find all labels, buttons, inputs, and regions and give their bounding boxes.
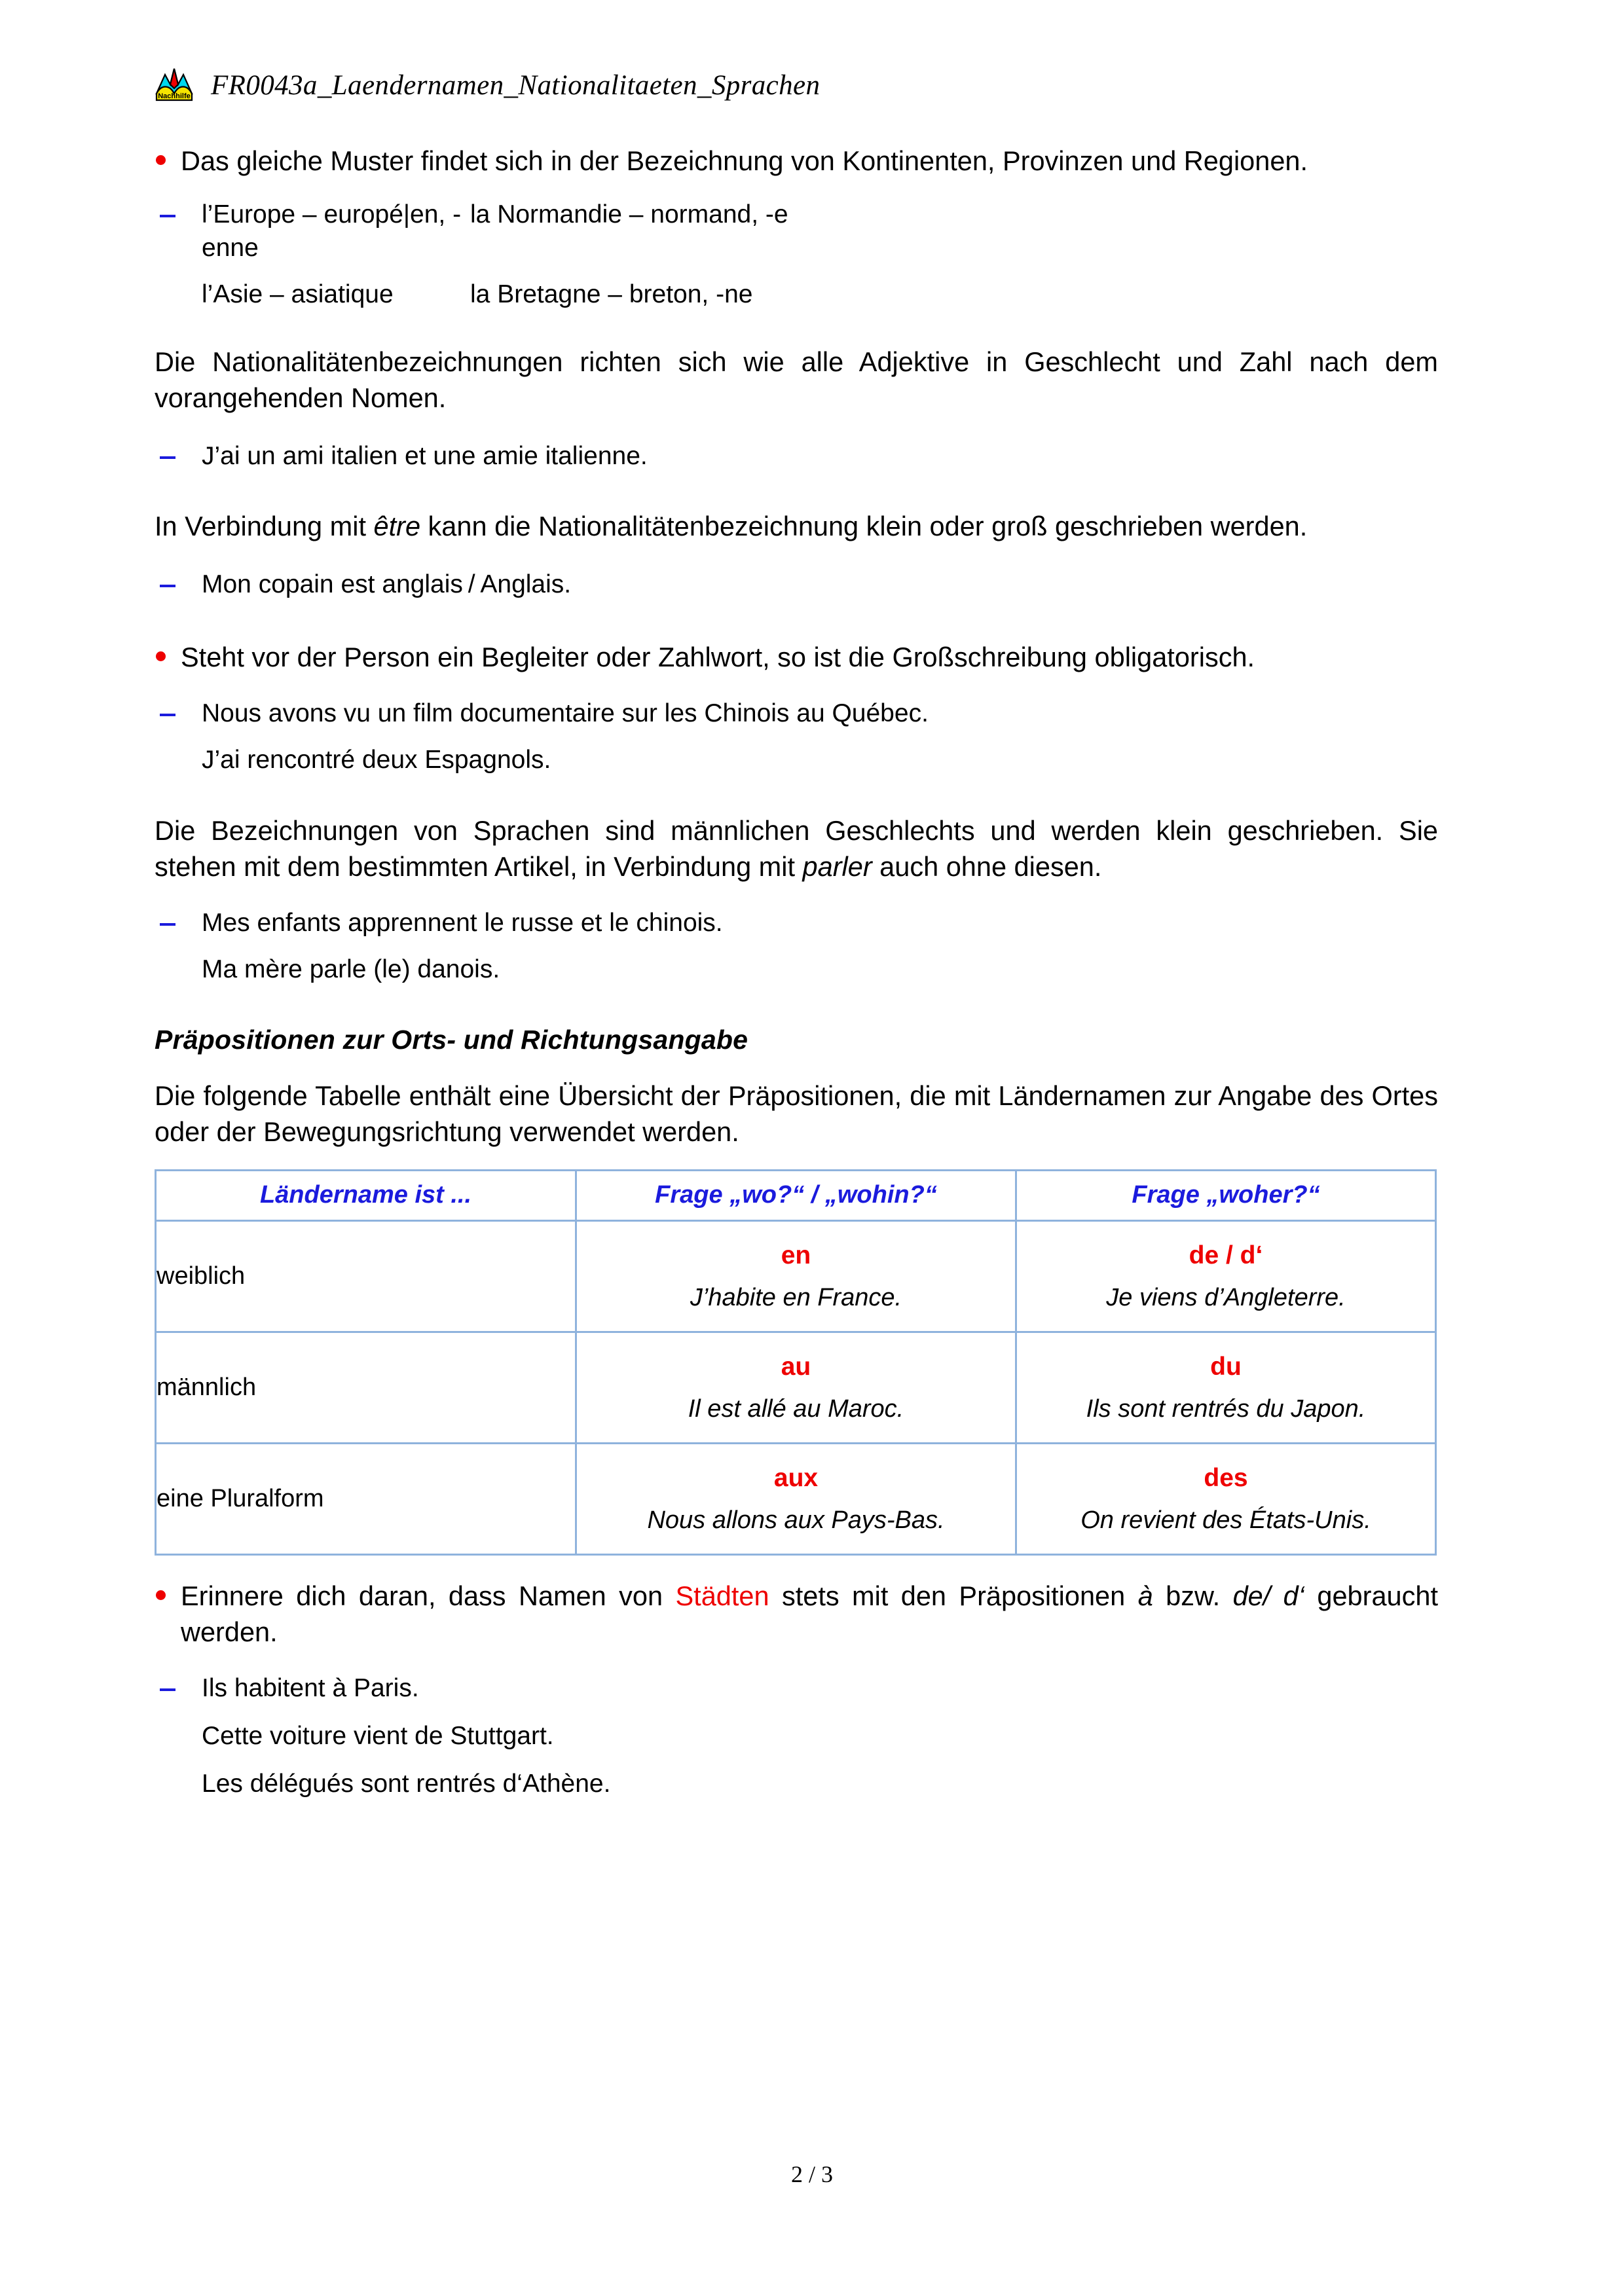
prepositions-table-wrapper — [155, 1169, 1438, 1556]
example-text: J’ai un ami italien et une amie italienne. — [202, 441, 648, 470]
row-label-pluralform: eine Pluralform — [156, 1443, 576, 1554]
cell-wo-maennlich — [576, 1332, 1016, 1443]
table-header-row — [156, 1170, 1436, 1220]
section-heading: Präpositionen zur Orts- und Richtungsangabe — [155, 1024, 748, 1055]
bullet-part: Erinnere dich daran, dass Namen von — [181, 1580, 676, 1611]
preposition-word: des — [1204, 1463, 1248, 1492]
preposition-word: en — [781, 1241, 811, 1269]
paragraph — [155, 812, 1438, 884]
example-sentence: J’habite en France. — [690, 1283, 902, 1311]
example-line: Cette voiture vient de Stuttgart. — [202, 1721, 554, 1750]
table-row — [156, 1220, 1436, 1332]
red-bullet-icon — [156, 1590, 166, 1600]
bullet-part: gebraucht werden. — [181, 1580, 1438, 1648]
blue-dash-icon — [160, 585, 175, 587]
example-line — [155, 1672, 1438, 1705]
red-bullet-icon — [156, 155, 166, 165]
document-header — [155, 62, 1471, 108]
paragraph-part: Die Bezeichnungen von Sprachen sind männlichen Geschlechts und werden klein geschrieben. Sie stehen mit dem bestimmten Artikel, in Verbindung mit — [155, 814, 1438, 882]
example-sentence: On revient des États-Unis. — [1080, 1506, 1371, 1534]
bullet-text: Steht vor der Person ein Begleiter oder Zahlwort, so ist die Großschreibung obligatorisch. — [181, 642, 1255, 673]
column-header-wo-wohin: Frage „wo?“ / „wohin?“ — [576, 1170, 1016, 1220]
paragraph-part: kann die Nationalitätenbezeichnung klein oder groß geschrieben werden. — [420, 511, 1308, 542]
preposition-word: aux — [773, 1463, 819, 1492]
example-line — [155, 568, 1438, 602]
mountain-logo-icon — [155, 66, 194, 104]
row-label-weiblich: weiblich — [156, 1220, 576, 1332]
example-text: Ils habitent à Paris. — [202, 1674, 419, 1703]
emphasis-etre: être — [373, 511, 421, 542]
paragraph-part: auch ohne diesen. — [872, 850, 1102, 882]
paragraph — [155, 508, 1438, 544]
blue-dash-icon — [160, 1688, 175, 1691]
example-sentence: Ils sont rentrés du Japon. — [1086, 1394, 1366, 1423]
cell-woher-pluralform — [1016, 1443, 1436, 1554]
column-header-woher: Frage „woher?“ — [1016, 1170, 1436, 1220]
preposition-word: du — [1210, 1352, 1242, 1381]
table-row — [156, 1443, 1436, 1554]
preposition-word: de / d‘ — [1189, 1241, 1263, 1269]
emphasis-de-d: de/ d‘ — [1232, 1580, 1304, 1611]
row-label-maennlich: männlich — [156, 1332, 576, 1443]
example-text: Mon copain est anglais / Anglais. — [202, 570, 572, 598]
page-footer — [0, 2160, 1624, 2188]
example-left: l’Asie – asiatique — [202, 280, 394, 308]
cell-wo-weiblich — [576, 1220, 1016, 1332]
cell-woher-weiblich — [1016, 1220, 1436, 1332]
page-number: 2 / 3 — [790, 2161, 833, 2187]
bullet-item — [155, 1578, 1438, 1650]
cell-wo-pluralform — [576, 1443, 1016, 1554]
example-text: Mes enfants apprennent le russe et le chinois. — [202, 909, 723, 938]
page-title: FR0043a_Laendernamen_Nationalitaeten_Sprachen — [211, 69, 821, 101]
bullet-part: bzw. — [1153, 1580, 1233, 1611]
example-sentence: Je viens d’Angleterre. — [1106, 1283, 1346, 1311]
example-right: la Normandie – normand, -e — [470, 200, 788, 229]
example-line: Ma mère parle (le) danois. — [202, 955, 500, 983]
example-line — [155, 440, 1438, 473]
example-line — [155, 697, 1438, 731]
example-sentence: Il est allé au Maroc. — [688, 1394, 904, 1423]
paragraph-part: In Verbindung mit — [155, 511, 374, 542]
emphasis-parler: parler — [802, 850, 872, 882]
emphasis-a: à — [1137, 1580, 1153, 1611]
blue-dash-icon — [160, 714, 175, 716]
example-line: Les délégués sont rentrés d‘Athène. — [202, 1769, 611, 1798]
prepositions-table — [155, 1169, 1437, 1556]
paragraph: Die folgende Tabelle enthält eine Übersicht der Präpositionen, die mit Ländernamen zur Angabe des Ortes oder der Bewegungsrichtung verwendet werden. — [155, 1080, 1438, 1147]
highlight-staedten: Städten — [675, 1580, 769, 1611]
bullet-part: stets mit den Präpositionen — [769, 1580, 1138, 1611]
paragraph: Die Nationalitätenbezeichnungen richten sich wie alle Adjektive in Geschlecht und Zahl nach dem vorangehenden Nomen. — [155, 346, 1438, 414]
example-sentence: Nous allons aux Pays-Bas. — [647, 1506, 945, 1534]
document-body — [155, 143, 1438, 1804]
blue-dash-icon — [160, 456, 175, 459]
preposition-word: au — [781, 1352, 811, 1381]
table-row — [156, 1332, 1436, 1443]
example-right: la Bretagne – breton, -ne — [470, 280, 753, 308]
bullet-text: Das gleiche Muster findet sich in der Bezeichnung von Kontinenten, Provinzen und Regionen. — [181, 145, 1308, 176]
red-bullet-icon — [156, 651, 166, 661]
svg-text:Nachhilfe: Nachhilfe — [158, 92, 191, 100]
column-header-laendername: Ländername ist ... — [156, 1170, 576, 1220]
example-line — [155, 907, 1438, 940]
bullet-item — [155, 143, 1438, 179]
example-text: Nous avons vu un film documentaire sur les Chinois au Québec. — [202, 699, 929, 728]
example-line — [155, 278, 1438, 312]
blue-dash-icon — [160, 923, 175, 926]
example-left: l’Europe – europé|en, -enne — [202, 200, 462, 262]
example-line — [155, 198, 1438, 264]
cell-woher-maennlich — [1016, 1332, 1436, 1443]
bullet-item — [155, 639, 1438, 675]
example-line: J’ai rencontré deux Espagnols. — [202, 746, 551, 774]
blue-dash-icon — [160, 215, 175, 217]
